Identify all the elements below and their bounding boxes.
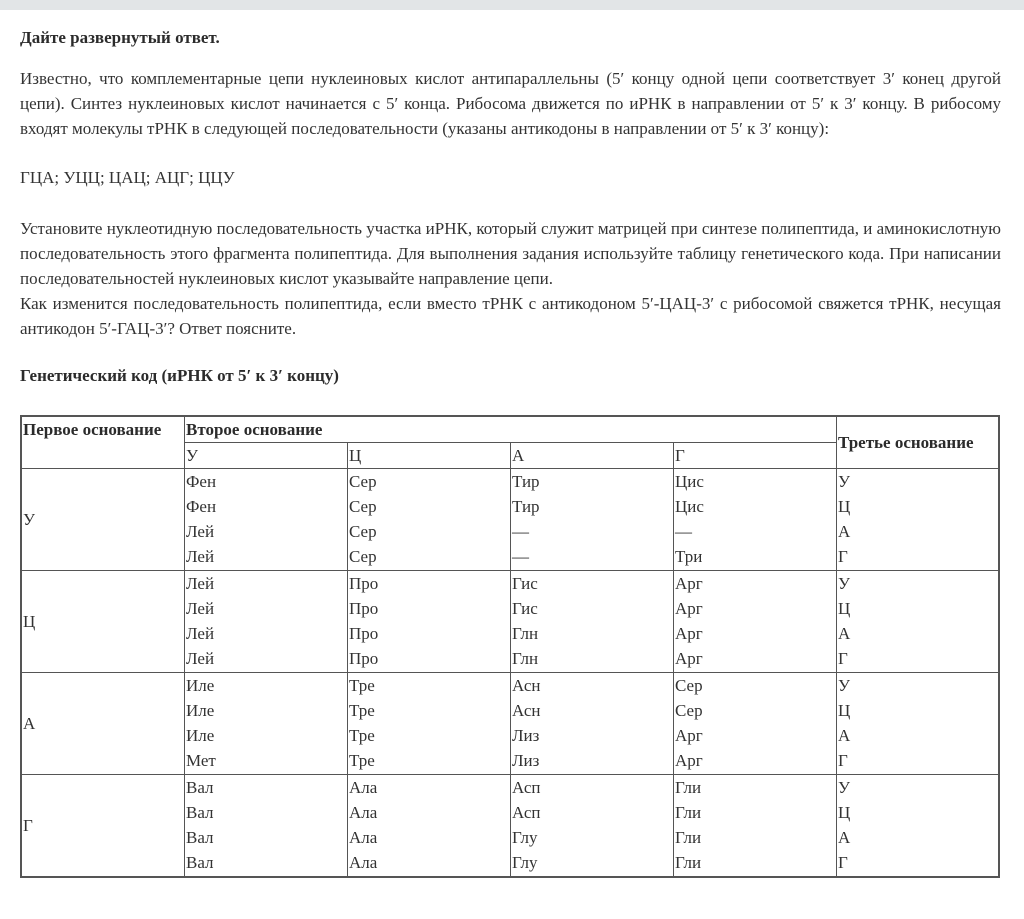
task-paragraph-intro: Известно, что комплементарные цепи нуклеиновых кислот антипараллельны (5′ концу одной цепи соответствует 3′ конец другой цепи). Синтез нуклеиновых кислот начинается с 5′ конца. Рибосома движется по иРНК в направлении от 5′ к 3′ концу. В рибосому входят молекулы тРНК в следующей последовательности (указаны антикодоны в направлении от 5′ к 3′ концу): bbox=[20, 69, 1001, 138]
genetic-code-table bbox=[20, 415, 1000, 878]
third-base: У bbox=[838, 574, 851, 593]
amino-acid: Гис bbox=[512, 574, 538, 593]
amino-acid-cell bbox=[348, 775, 511, 878]
amino-acid: — bbox=[512, 547, 529, 566]
amino-acid: Лей bbox=[186, 574, 215, 593]
third-base: Г bbox=[838, 853, 848, 872]
codon-group-row bbox=[21, 469, 999, 571]
third-base: А bbox=[838, 828, 851, 847]
third-base-cell bbox=[837, 673, 1000, 775]
amino-acid: Ала bbox=[349, 828, 378, 847]
amino-acid-cell bbox=[511, 673, 674, 775]
amino-acid: Арг bbox=[675, 624, 703, 643]
amino-acid: Иле bbox=[186, 701, 215, 720]
second-base-a: А bbox=[511, 443, 674, 469]
table-header-row bbox=[21, 416, 999, 443]
amino-acid: Фен bbox=[186, 472, 217, 491]
amino-acid-cell bbox=[185, 469, 348, 571]
amino-acid: Про bbox=[349, 599, 379, 618]
amino-acid: Асп bbox=[512, 803, 541, 822]
amino-acid: Глн bbox=[512, 649, 539, 668]
third-base: Г bbox=[838, 649, 848, 668]
amino-acid-cell bbox=[348, 469, 511, 571]
amino-acid: Про bbox=[349, 574, 379, 593]
amino-acid: Сер bbox=[349, 547, 377, 566]
amino-acid: Арг bbox=[675, 649, 703, 668]
first-base-g: Г bbox=[21, 775, 185, 878]
amino-acid-cell bbox=[511, 775, 674, 878]
task-instruction: Дайте развернутый ответ. bbox=[20, 28, 220, 47]
amino-acid: Сер bbox=[349, 472, 377, 491]
third-base: Ц bbox=[838, 701, 851, 720]
task-paragraph-questions bbox=[20, 216, 1001, 341]
amino-acid: Про bbox=[349, 624, 379, 643]
second-base-header: Второе основание bbox=[185, 416, 837, 443]
amino-acid-cell bbox=[348, 673, 511, 775]
anticodon-sequence: ГЦА; УЦЦ; ЦАЦ; АЦГ; ЦЦУ bbox=[20, 168, 235, 187]
second-base-c: Ц bbox=[348, 443, 511, 469]
amino-acid: Ала bbox=[349, 803, 378, 822]
amino-acid: — bbox=[675, 522, 692, 541]
amino-acid: Три bbox=[675, 547, 703, 566]
third-base: Ц bbox=[838, 803, 851, 822]
amino-acid: Тре bbox=[349, 751, 375, 770]
amino-acid: Лей bbox=[186, 547, 215, 566]
third-base-header: Третье основание bbox=[837, 416, 1000, 469]
amino-acid: Лей bbox=[186, 522, 215, 541]
third-base: А bbox=[838, 726, 851, 745]
amino-acid: Лиз bbox=[512, 751, 540, 770]
amino-acid: Лей bbox=[186, 599, 215, 618]
third-base: У bbox=[838, 778, 851, 797]
amino-acid: Гли bbox=[675, 803, 702, 822]
amino-acid: Ала bbox=[349, 853, 378, 872]
amino-acid: Лей bbox=[186, 624, 215, 643]
amino-acid: Иле bbox=[186, 676, 215, 695]
amino-acid-cell bbox=[674, 571, 837, 673]
amino-acid: Глу bbox=[512, 853, 538, 872]
third-base-cell bbox=[837, 469, 1000, 571]
amino-acid: Гли bbox=[675, 853, 702, 872]
amino-acid: Сер bbox=[349, 522, 377, 541]
amino-acid: Лей bbox=[186, 649, 215, 668]
amino-acid: Глн bbox=[512, 624, 539, 643]
third-base: У bbox=[838, 676, 851, 695]
codon-group-row bbox=[21, 775, 999, 878]
amino-acid: Мет bbox=[186, 751, 216, 770]
amino-acid-cell bbox=[674, 469, 837, 571]
amino-acid: Иле bbox=[186, 726, 215, 745]
third-base: Г bbox=[838, 547, 848, 566]
amino-acid: Фен bbox=[186, 497, 217, 516]
amino-acid-cell bbox=[185, 673, 348, 775]
third-base: У bbox=[838, 472, 851, 491]
amino-acid: Арг bbox=[675, 574, 703, 593]
amino-acid: Вал bbox=[186, 828, 214, 847]
amino-acid: Вал bbox=[186, 803, 214, 822]
third-base: Ц bbox=[838, 599, 851, 618]
amino-acid: Тир bbox=[512, 472, 540, 491]
third-base: А bbox=[838, 624, 851, 643]
amino-acid-cell bbox=[674, 775, 837, 878]
amino-acid: Тре bbox=[349, 701, 375, 720]
amino-acid: Асп bbox=[512, 778, 541, 797]
second-base-u: У bbox=[185, 443, 348, 469]
task-question-1: Установите нуклеотидную последовательность участка иРНК, который служит матрицей при синтезе полипептида, и аминокислотную последовательность этого фрагмента полипептида. Для выполнения задания используйте таблицу генетического кода. При написании последовательностей нуклеиновых кислот указывайте направление цепи. bbox=[20, 219, 1001, 288]
amino-acid: Лиз bbox=[512, 726, 540, 745]
amino-acid-cell bbox=[185, 775, 348, 878]
amino-acid: Цис bbox=[675, 472, 704, 491]
table-title: Генетический код (иРНК от 5′ к 3′ концу) bbox=[20, 366, 339, 385]
amino-acid: Арг bbox=[675, 751, 703, 770]
amino-acid: Гис bbox=[512, 599, 538, 618]
amino-acid: Гли bbox=[675, 778, 702, 797]
third-base: Ц bbox=[838, 497, 851, 516]
amino-acid: Ала bbox=[349, 778, 378, 797]
amino-acid: Сер bbox=[675, 676, 703, 695]
codon-group-row bbox=[21, 571, 999, 673]
amino-acid: Тир bbox=[512, 497, 540, 516]
amino-acid: Вал bbox=[186, 853, 214, 872]
amino-acid-cell bbox=[348, 571, 511, 673]
task-question-2: Как изменится последовательность полипептида, если вместо тРНК с антикодоном 5′-ЦАЦ-3′ с рибосомой свяжется тРНК, несущая антикодон 5′-ГАЦ-3′? Ответ поясните. bbox=[20, 294, 1001, 338]
amino-acid-cell bbox=[511, 571, 674, 673]
amino-acid: Тре bbox=[349, 676, 375, 695]
amino-acid: Асн bbox=[512, 701, 541, 720]
third-base-cell bbox=[837, 775, 1000, 878]
amino-acid: Глу bbox=[512, 828, 538, 847]
amino-acid: — bbox=[512, 522, 529, 541]
amino-acid-cell bbox=[674, 673, 837, 775]
amino-acid: Сер bbox=[349, 497, 377, 516]
amino-acid: Вал bbox=[186, 778, 214, 797]
first-base-a: А bbox=[21, 673, 185, 775]
amino-acid: Гли bbox=[675, 828, 702, 847]
amino-acid: Тре bbox=[349, 726, 375, 745]
amino-acid: Асн bbox=[512, 676, 541, 695]
first-base-u: У bbox=[21, 469, 185, 571]
top-bar bbox=[0, 0, 1024, 10]
amino-acid-cell bbox=[511, 469, 674, 571]
first-base-header: Первое основание bbox=[21, 416, 185, 469]
amino-acid: Цис bbox=[675, 497, 704, 516]
second-base-g: Г bbox=[674, 443, 837, 469]
third-base-cell bbox=[837, 571, 1000, 673]
amino-acid-cell bbox=[185, 571, 348, 673]
amino-acid: Сер bbox=[675, 701, 703, 720]
amino-acid: Арг bbox=[675, 726, 703, 745]
codon-group-row bbox=[21, 673, 999, 775]
third-base: А bbox=[838, 522, 851, 541]
third-base: Г bbox=[838, 751, 848, 770]
first-base-c: Ц bbox=[21, 571, 185, 673]
amino-acid: Про bbox=[349, 649, 379, 668]
amino-acid: Арг bbox=[675, 599, 703, 618]
